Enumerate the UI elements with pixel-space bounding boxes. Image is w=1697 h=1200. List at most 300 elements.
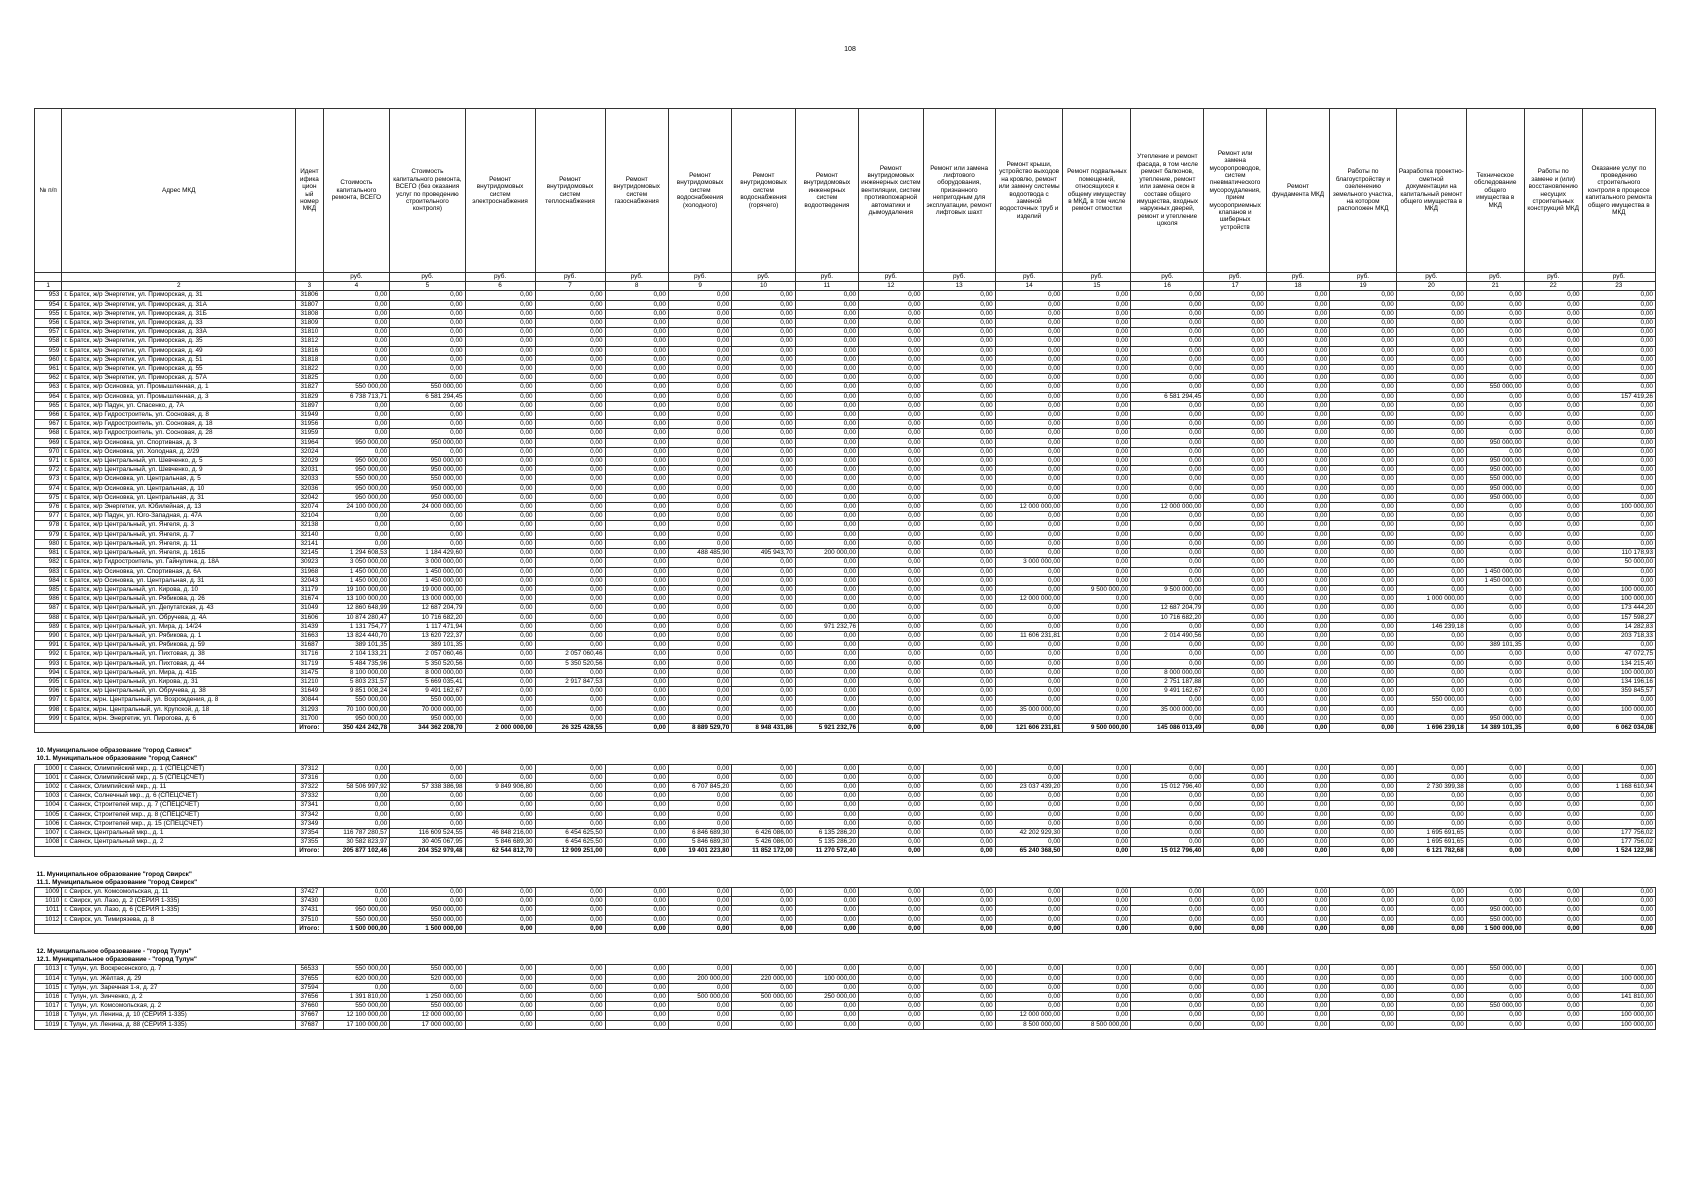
table-cell: 0,00 [995, 346, 1063, 355]
table-cell: 0,00 [1063, 983, 1131, 992]
table-cell: 0,00 [323, 420, 390, 429]
table-cell: 37342 [296, 810, 323, 819]
table-cell: 0,00 [1524, 300, 1582, 309]
table-cell: 0,00 [859, 346, 923, 355]
section-title [35, 755, 1656, 764]
table-cell: 5 350 520,56 [390, 659, 465, 668]
table-cell: 0,00 [923, 438, 995, 447]
table-row [35, 300, 1656, 309]
table-cell: 0,00 [995, 983, 1063, 992]
table-cell: 0,00 [1266, 337, 1329, 346]
table-cell: 0,00 [390, 792, 465, 801]
table-cell: 0,00 [1204, 668, 1266, 677]
table-cell: 0,00 [732, 466, 795, 475]
table-cell: 31949 [296, 411, 323, 420]
table-cell: 0,00 [732, 613, 795, 622]
table-cell: 0,00 [795, 411, 858, 420]
table-cell: 47 072,75 [1582, 650, 1655, 659]
table-cell: 32042 [296, 493, 323, 502]
table-cell: 0,00 [1131, 365, 1204, 374]
table-cell: 0,00 [1396, 558, 1466, 567]
table-cell: 0,00 [859, 773, 923, 782]
table-cell: 986 [35, 595, 62, 604]
table-cell: 0,00 [1063, 457, 1131, 466]
table-cell: 0,00 [995, 576, 1063, 585]
table-cell: г. Братск, ж/р Осиновка, ул. Холодная, д. 2/29 [62, 447, 296, 456]
table-cell: 0,00 [1582, 300, 1655, 309]
table-cell: 0,00 [1063, 965, 1131, 974]
table-cell: 0,00 [465, 365, 535, 374]
table-cell: 0,00 [1396, 668, 1466, 677]
table-cell: 11 606 231,81 [995, 631, 1063, 640]
table-cell: 0,00 [605, 319, 668, 328]
table-cell: 0,00 [1524, 420, 1582, 429]
table-cell: 0,00 [1466, 328, 1524, 337]
table-cell: 31829 [296, 392, 323, 401]
table-cell: 0,00 [1396, 801, 1466, 810]
table-cell: 0,00 [1266, 819, 1329, 828]
table-cell: 0,00 [859, 576, 923, 585]
table-cell: 0,00 [1131, 974, 1204, 983]
table-cell: 0,00 [1466, 503, 1524, 512]
table-cell: 0,00 [1131, 309, 1204, 318]
table-cell: 0,00 [923, 447, 995, 456]
table-cell: 0,00 [995, 291, 1063, 300]
table-cell: 1014 [35, 974, 62, 983]
table-cell: 0,00 [1396, 392, 1466, 401]
section-title [35, 747, 1656, 755]
table-cell [35, 924, 296, 933]
table-cell: 0,00 [859, 1011, 923, 1020]
table-cell: 0,00 [1266, 530, 1329, 539]
table-cell: 0,00 [535, 631, 605, 640]
table-cell: 31806 [296, 291, 323, 300]
table-cell: 0,00 [1330, 558, 1397, 567]
table-cell: 0,00 [668, 604, 731, 613]
table-cell: 993 [35, 659, 62, 668]
table-cell: 0,00 [535, 558, 605, 567]
total-row [35, 847, 1656, 856]
table-cell: 0,00 [605, 585, 668, 594]
table-cell: 0,00 [995, 838, 1063, 847]
table-cell: 0,00 [1204, 374, 1266, 383]
table-cell: 0,00 [923, 549, 995, 558]
table-cell: 0,00 [1204, 723, 1266, 732]
table-cell: 1 696 239,18 [1396, 723, 1466, 732]
table-cell: г. Братск, ж/р Центральный, ул. Мира, д. 41Б [62, 668, 296, 677]
table-cell: 971 232,76 [795, 622, 858, 631]
table-cell: 0,00 [1466, 974, 1524, 983]
table-cell: 0,00 [323, 429, 390, 438]
table-row [35, 457, 1656, 466]
table-cell: 0,00 [668, 365, 731, 374]
table-cell: 0,00 [1131, 383, 1204, 392]
table-cell: 0,00 [1204, 705, 1266, 714]
table-cell: 0,00 [859, 567, 923, 576]
table-cell: 0,00 [668, 650, 731, 659]
table-cell: 0,00 [859, 613, 923, 622]
table-cell: г. Братск, ж/р Энергетик, ул. Приморская, д. 31Б [62, 309, 296, 318]
table-cell: 0,00 [1131, 576, 1204, 585]
table-cell: 0,00 [859, 838, 923, 847]
table-cell: 0,00 [732, 705, 795, 714]
table-cell: г. Братск, ж/р Энергетик, ул. Приморская, д. 57А [62, 374, 296, 383]
table-cell: 0,00 [1330, 300, 1397, 309]
column-header: № п/п [35, 109, 62, 273]
table-cell: 0,00 [1330, 411, 1397, 420]
table-cell: 0,00 [1396, 401, 1466, 410]
table-cell: 32029 [296, 457, 323, 466]
table-cell: 950 000,00 [1466, 714, 1524, 723]
table-cell: 0,00 [1582, 466, 1655, 475]
table-cell: 0,00 [1582, 374, 1655, 383]
table-cell: 1 450 000,00 [1466, 576, 1524, 585]
table-cell: 0,00 [1524, 585, 1582, 594]
table-cell: 0,00 [995, 622, 1063, 631]
table-cell: г. Братск, ж/р Центральный, ул. Янгеля, д. 161Б [62, 549, 296, 558]
table-cell: 0,00 [535, 622, 605, 631]
table-cell: 0,00 [605, 1020, 668, 1029]
table-cell: 0,00 [1396, 641, 1466, 650]
table-row [35, 346, 1656, 355]
table-cell: г. Братск, ж/р Падун, ул. Спасенко, д. 7А [62, 401, 296, 410]
table-cell: 0,00 [1131, 1011, 1204, 1020]
table-cell: 0,00 [923, 828, 995, 837]
table-cell: 0,00 [1266, 374, 1329, 383]
table-cell: 145 086 013,49 [1131, 723, 1204, 732]
table-cell: 0,00 [1396, 291, 1466, 300]
table-cell: 0,00 [605, 622, 668, 631]
table-cell: 0,00 [668, 983, 731, 992]
table-cell: 0,00 [995, 567, 1063, 576]
table-cell: 0,00 [1582, 429, 1655, 438]
table-cell: руб. [668, 273, 731, 282]
table-cell: 31179 [296, 585, 323, 594]
table-cell: 0,00 [732, 401, 795, 410]
table-cell: г. Братск, ж/рн. Центральный, ул. Возрождения, д. 8 [62, 696, 296, 705]
table-cell: 0,00 [923, 631, 995, 640]
table-cell: 0,00 [465, 309, 535, 318]
table-cell: 200 000,00 [668, 974, 731, 983]
table-cell: 0,00 [465, 328, 535, 337]
table-cell: руб. [859, 273, 923, 282]
table-cell: 0,00 [1266, 558, 1329, 567]
table-cell: 0,00 [859, 915, 923, 924]
table-row [35, 801, 1656, 810]
table-cell: 0,00 [1582, 420, 1655, 429]
table-cell: 0,00 [1330, 604, 1397, 613]
table-cell: 0,00 [535, 374, 605, 383]
table-cell: 0,00 [1266, 915, 1329, 924]
table-cell: 0,00 [1204, 503, 1266, 512]
table-cell: 0,00 [1524, 723, 1582, 732]
table-cell: 0,00 [1396, 503, 1466, 512]
table-cell: 1008 [35, 838, 62, 847]
table-row [35, 355, 1656, 364]
table-cell: Итого: [296, 723, 323, 732]
table-cell: 10 716 682,20 [390, 613, 465, 622]
table-cell: 0,00 [1524, 309, 1582, 318]
table-cell: 4 [323, 282, 390, 291]
table-cell: 0,00 [795, 764, 858, 773]
table-cell: 70 100 000,00 [323, 705, 390, 714]
table-cell: 0,00 [465, 512, 535, 521]
table-cell: 0,00 [1063, 401, 1131, 410]
table-cell: 12 860 648,99 [323, 604, 390, 613]
table-cell: 0,00 [1524, 993, 1582, 1002]
table-cell: 14 282,83 [1582, 622, 1655, 631]
table-cell: 0,00 [923, 420, 995, 429]
table-cell: 0,00 [1131, 1020, 1204, 1029]
table-cell: 0,00 [1524, 291, 1582, 300]
table-row [35, 974, 1656, 983]
table-cell: 0,00 [1266, 622, 1329, 631]
table-cell: 0,00 [1330, 782, 1397, 791]
table-cell: 550 000,00 [390, 475, 465, 484]
table-cell: 0,00 [1396, 457, 1466, 466]
table-cell: 1001 [35, 773, 62, 782]
table-cell: 0,00 [995, 810, 1063, 819]
table-cell: 0,00 [1524, 337, 1582, 346]
table-cell: 0,00 [995, 512, 1063, 521]
table-cell: 0,00 [1204, 1020, 1266, 1029]
table-cell: 0,00 [535, 530, 605, 539]
table-cell: 0,00 [1330, 705, 1397, 714]
table-cell: 0,00 [465, 392, 535, 401]
table-cell: 0,00 [1330, 773, 1397, 782]
table-cell: 0,00 [995, 365, 1063, 374]
table-cell: 996 [35, 687, 62, 696]
table-cell: 0,00 [1204, 1011, 1266, 1020]
table-cell: 0,00 [1330, 475, 1397, 484]
table-cell: 344 362 208,70 [390, 723, 465, 732]
table-cell: 0,00 [1466, 512, 1524, 521]
table-cell: 0,00 [1524, 924, 1582, 933]
table-cell: 0,00 [795, 319, 858, 328]
table-cell: 0,00 [1582, 983, 1655, 992]
table-cell: 32138 [296, 521, 323, 530]
table-cell: руб. [1466, 273, 1524, 282]
table-cell: 0,00 [1131, 337, 1204, 346]
table-cell: 0,00 [1466, 346, 1524, 355]
table-cell: 0,00 [1266, 687, 1329, 696]
table-cell: 30 582 823,97 [323, 838, 390, 847]
table-cell: 0,00 [465, 300, 535, 309]
table-cell: 146 239,18 [1396, 622, 1466, 631]
table-cell: 0,00 [1396, 659, 1466, 668]
table-cell: 0,00 [605, 696, 668, 705]
table-cell: 0,00 [465, 641, 535, 650]
table-cell: 0,00 [732, 512, 795, 521]
table-cell: 0,00 [923, 429, 995, 438]
table-cell: 0,00 [923, 897, 995, 906]
table-cell: 550 000,00 [323, 383, 390, 392]
table-row [35, 773, 1656, 782]
table-cell: 0,00 [1396, 897, 1466, 906]
table-cell: 0,00 [859, 438, 923, 447]
table-cell: 0,00 [1396, 819, 1466, 828]
table-cell: 0,00 [1266, 355, 1329, 364]
table-cell: 0,00 [605, 641, 668, 650]
table-cell: 0,00 [1330, 447, 1397, 456]
table-cell: 5 [390, 282, 465, 291]
table-cell: 0,00 [465, 457, 535, 466]
table-row [35, 401, 1656, 410]
table-row [35, 521, 1656, 530]
table-cell: 0,00 [1466, 828, 1524, 837]
table-cell: 65 240 368,50 [995, 847, 1063, 856]
table-cell: 8 500 000,00 [1063, 1020, 1131, 1029]
table-row [35, 567, 1656, 576]
table-cell: 0,00 [1466, 983, 1524, 992]
table-cell: 0,00 [795, 705, 858, 714]
table-cell: 0,00 [1131, 714, 1204, 723]
table-cell: 0,00 [1582, 965, 1655, 974]
table-cell: 0,00 [995, 466, 1063, 475]
table-cell: 0,00 [1063, 650, 1131, 659]
table-cell: 0,00 [1524, 558, 1582, 567]
table-cell: 0,00 [465, 714, 535, 723]
table-cell: 0,00 [323, 764, 390, 773]
table-cell: 0,00 [535, 714, 605, 723]
table-cell: 994 [35, 668, 62, 677]
table-cell: 31049 [296, 604, 323, 613]
table-cell: 0,00 [1466, 838, 1524, 847]
table-cell: 0,00 [923, 576, 995, 585]
table-cell: 0,00 [1582, 819, 1655, 828]
table-cell: 0,00 [1131, 512, 1204, 521]
table-cell: 37655 [296, 974, 323, 983]
table-cell: 0,00 [1131, 567, 1204, 576]
table-cell: 17 000 000,00 [390, 1020, 465, 1029]
table-cell: 0,00 [465, 613, 535, 622]
table-cell: 9 500 000,00 [1063, 723, 1131, 732]
column-header: Оказание услуг по проведению строительного контроля в процессе капитального ремонта общего имущества в МКД [1582, 109, 1655, 273]
table-cell: г. Братск, ж/р Центральный, ул. Кирова, д. 31 [62, 677, 296, 686]
table-cell: 0,00 [1266, 792, 1329, 801]
table-cell: 0,00 [1204, 355, 1266, 364]
table-cell: 0,00 [1063, 819, 1131, 828]
table-cell: 0,00 [1266, 838, 1329, 847]
table-cell: 1002 [35, 782, 62, 791]
table-cell: 0,00 [795, 585, 858, 594]
table-cell: 0,00 [1330, 847, 1397, 856]
table-row [35, 539, 1656, 548]
table-cell: 550 000,00 [323, 915, 390, 924]
table-cell: 0,00 [1266, 723, 1329, 732]
table-cell: 37354 [296, 828, 323, 837]
table-cell: 0,00 [605, 915, 668, 924]
table-cell: 0,00 [605, 392, 668, 401]
table-cell: 0,00 [795, 613, 858, 622]
table-cell: 0,00 [1204, 365, 1266, 374]
table-cell: 12. Муниципальное образование - "город Тулун" [36, 948, 192, 956]
table-cell: 950 000,00 [323, 457, 390, 466]
table-cell: 0,00 [732, 764, 795, 773]
table-cell: 32043 [296, 576, 323, 585]
table-cell: 0,00 [605, 493, 668, 502]
table-cell: 0,00 [465, 346, 535, 355]
table-cell: 0,00 [605, 965, 668, 974]
table-row [35, 641, 1656, 650]
table-cell: 0,00 [1063, 346, 1131, 355]
table-cell: 0,00 [668, 595, 731, 604]
table-cell: 0,00 [1063, 374, 1131, 383]
table-row [35, 613, 1656, 622]
table-cell: 0,00 [323, 983, 390, 992]
table-cell: 961 [35, 365, 62, 374]
table-cell: 0,00 [923, 801, 995, 810]
table-cell: 0,00 [859, 705, 923, 714]
table-cell: 0,00 [732, 1002, 795, 1011]
table-cell: 0,00 [390, 365, 465, 374]
table-cell: 0,00 [1330, 549, 1397, 558]
table-cell: 0,00 [1582, 567, 1655, 576]
table-cell: 0,00 [1266, 650, 1329, 659]
table-row [35, 374, 1656, 383]
table-cell: г. Братск, ж/р Центральный, ул. Янгеля, д. 7 [62, 530, 296, 539]
table-cell: 0,00 [1466, 401, 1524, 410]
table-cell: 0,00 [1266, 613, 1329, 622]
table-cell: 0,00 [323, 521, 390, 530]
table-cell: 1 695 691,65 [1396, 838, 1466, 847]
section-title [35, 871, 1656, 879]
table-cell: 950 000,00 [323, 714, 390, 723]
table-cell: г. Свирск, ул. Лазо, д. 6 (СЕРИЯ 1-335) [62, 906, 296, 915]
table-cell: 0,00 [1330, 924, 1397, 933]
table-cell: 0,00 [995, 965, 1063, 974]
table-cell: 0,00 [1524, 365, 1582, 374]
table-cell: 0,00 [1266, 503, 1329, 512]
table-cell: г. Саянск, Центральный мкр., д. 1 [62, 828, 296, 837]
table-cell: 0,00 [668, 687, 731, 696]
table-cell: 0,00 [535, 319, 605, 328]
table-cell: 0,00 [859, 888, 923, 897]
table-cell: 0,00 [859, 993, 923, 1002]
table-cell: 5 350 520,56 [535, 659, 605, 668]
table-cell: 31475 [296, 668, 323, 677]
table-cell: 0,00 [923, 764, 995, 773]
table-cell: 0,00 [605, 764, 668, 773]
table-cell: 1 450 000,00 [323, 567, 390, 576]
table-cell: г. Саянск, Олимпийский мкр., д. 1 (СПЕЦСЧЕТ) [62, 764, 296, 773]
table-cell: 0,00 [795, 773, 858, 782]
table-cell: 0,00 [535, 897, 605, 906]
table-cell: 0,00 [1204, 847, 1266, 856]
table-cell: 0,00 [923, 392, 995, 401]
table-cell: г. Саянск, Олимпийский мкр., д. 5 (СПЕЦСЧЕТ) [62, 773, 296, 782]
table-cell: 0,00 [1582, 383, 1655, 392]
table-cell: 50 000,00 [1582, 558, 1655, 567]
table-cell: 0,00 [465, 595, 535, 604]
table-cell: 0,00 [859, 309, 923, 318]
table-cell: 0,00 [535, 291, 605, 300]
table-cell: 0,00 [1063, 906, 1131, 915]
table-cell: 0,00 [1396, 475, 1466, 484]
table-cell: г. Братск, ж/р Центральный, ул. Рябикова, д. 59 [62, 641, 296, 650]
table-cell: 70 000 000,00 [390, 705, 465, 714]
table-cell: 1 184 429,60 [390, 549, 465, 558]
table-cell: 0,00 [995, 374, 1063, 383]
table-cell: руб. [323, 273, 390, 282]
table-cell: 0,00 [1330, 457, 1397, 466]
table-cell: 0,00 [1204, 792, 1266, 801]
table-cell: 0,00 [859, 819, 923, 828]
table-cell: 0,00 [859, 714, 923, 723]
table-cell: 0,00 [1582, 346, 1655, 355]
table-cell: 0,00 [1131, 906, 1204, 915]
table-cell: г. Братск, ж/р Центральный, ул. Шевченко, д. 5 [62, 457, 296, 466]
